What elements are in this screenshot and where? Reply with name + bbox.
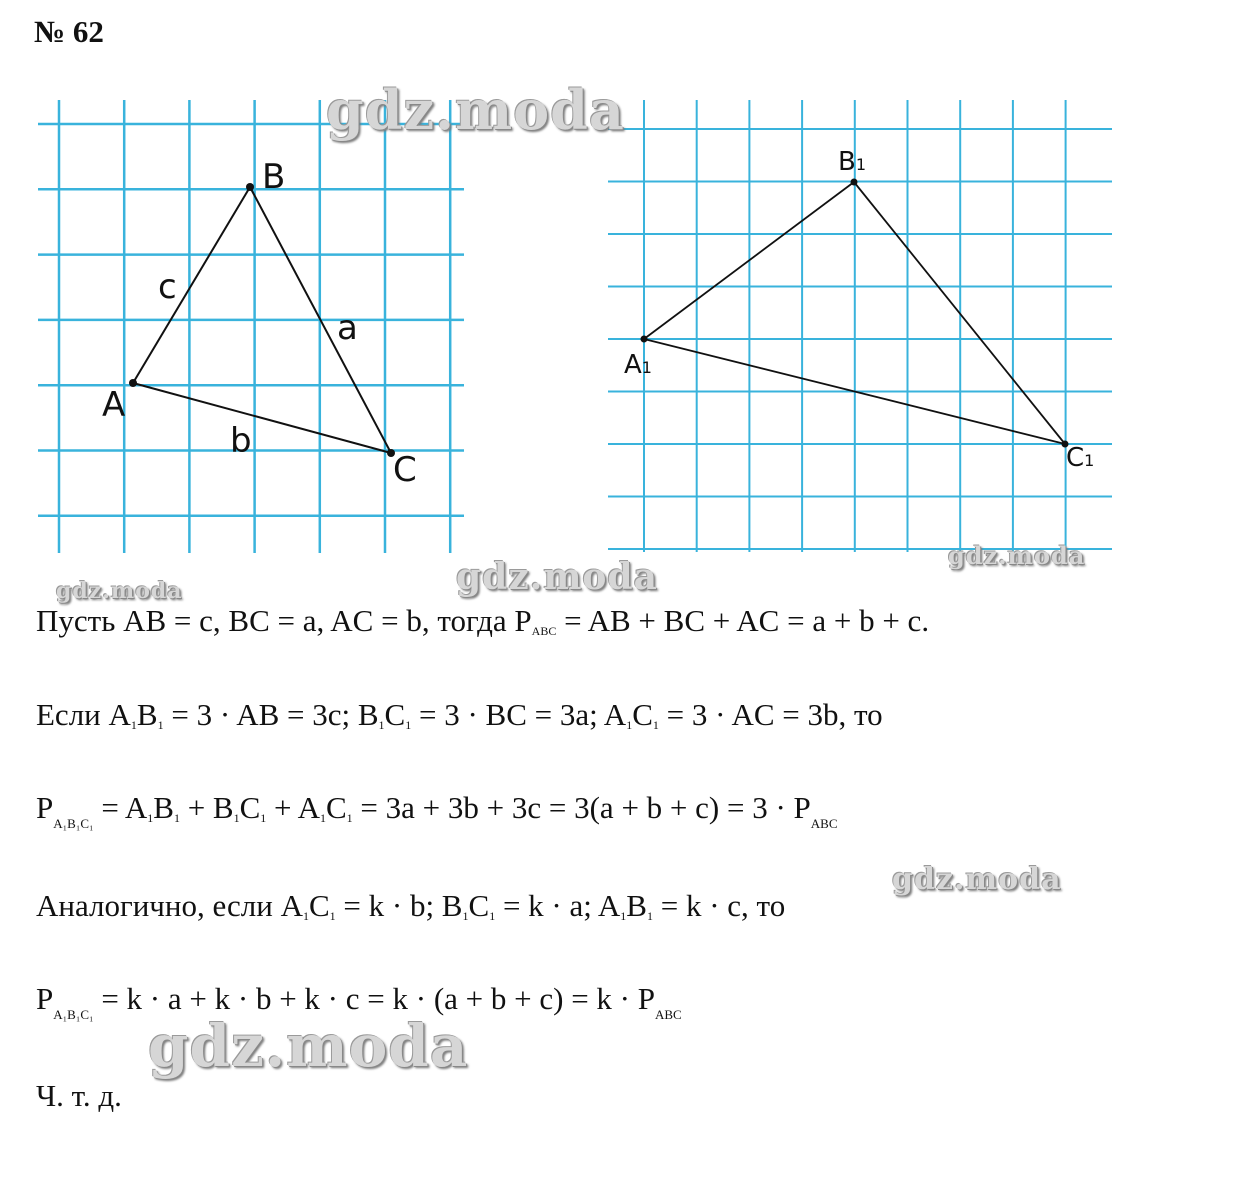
text-line-1: Пусть AB = c, BC = a, AC = b, тогда $P_{ABC}$ = AB + BC + AC = a + b + c. [36,603,930,638]
right-figure [600,90,1120,560]
text-line-3: $P_{A_1B_1C_1} = A_1B_1 + B_1C_1 + A_1C_1 = 3a + 3b + 3c = 3(a + b + c) = 3 \cdot P_{ABC}$ [36,790,838,831]
label-side-a: a [337,308,358,348]
label-a1: A1 [624,350,652,380]
label-a: A [102,385,126,425]
label-c: C [393,450,417,490]
label-side-b: b [230,421,252,461]
side-c [133,187,250,383]
point-a [129,379,137,387]
point-a1 [641,336,648,343]
label-b: B [262,157,286,197]
side-b [133,383,391,453]
watermark-bottom: gdz.moda [148,1012,469,1080]
text-line-2: Если $A_1B_1 = 3$ · AB = 3c; $B_1C_1 = 3$ · BC = 3a; $A_1C_1 = 3$ · AC = 3b, то [36,697,883,732]
point-b1 [851,179,858,186]
watermark-top: gdz.moda [326,78,625,142]
label-side-c: c [158,267,177,307]
watermark-right-small: gdz.moda [948,541,1086,570]
label-b1: B1 [838,147,867,177]
watermark-right-mid: gdz.moda [892,862,1062,897]
watermark-left-small: gdz.moda [56,578,183,604]
problem-number: № 62 [34,14,104,49]
watermark-middle: gdz.moda [456,556,658,598]
label-c1: C1 [1066,443,1095,473]
text-line-6: Ч. т. д. [36,1078,122,1113]
text-line-5: $P_{A_1B_1C_1} = k \cdot a + k \cdot b + k \cdot c = k \cdot (a + b + c) = k \cdot P_{ABC}$ [36,981,682,1022]
point-b [246,183,254,191]
text-line-4: Аналогично, если $A_1C_1 = k \cdot b$; $B_1C_1 = k \cdot a$; $A_1B_1 = k \cdot c$, то [36,888,786,923]
